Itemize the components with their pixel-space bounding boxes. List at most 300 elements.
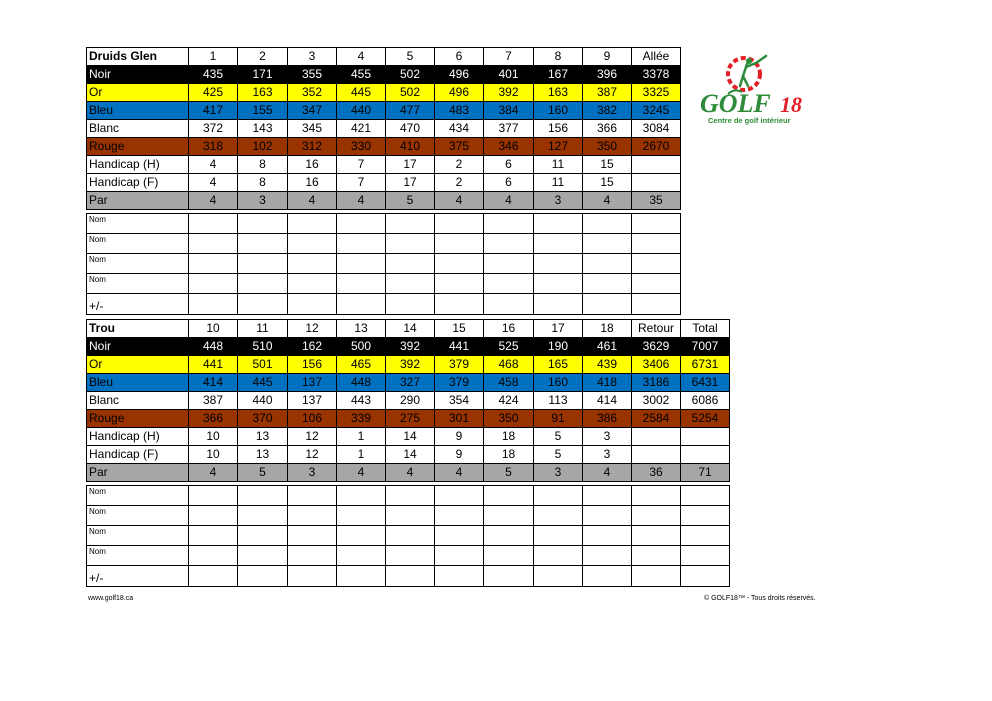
- score-input-cell[interactable]: [534, 214, 583, 234]
- yardage-cell: 465: [337, 356, 386, 374]
- yardage-cell: 156: [534, 120, 583, 138]
- score-input-cell[interactable]: [534, 254, 583, 274]
- yardage-cell: 106: [288, 410, 337, 428]
- row-label: Noir: [87, 66, 189, 84]
- yardage-cell: 424: [484, 392, 534, 410]
- score-input-cell[interactable]: [189, 274, 238, 294]
- plus-minus-cell[interactable]: [238, 294, 288, 315]
- score-input-cell[interactable]: [484, 214, 534, 234]
- hole-number: 16: [484, 320, 534, 338]
- score-input-cell[interactable]: [189, 486, 238, 506]
- yardage-cell: 3: [238, 192, 288, 210]
- yardage-cell: 440: [337, 102, 386, 120]
- plus-minus-cell[interactable]: [534, 566, 583, 587]
- yardage-cell: 15: [583, 156, 632, 174]
- plus-minus-row: [87, 566, 730, 587]
- yardage-cell: 3: [583, 446, 632, 464]
- tee-row-bleu: [87, 374, 730, 392]
- yardage-cell: 346: [484, 138, 534, 156]
- score-input-cell[interactable]: [484, 234, 534, 254]
- section-title: Druids Glen: [87, 48, 189, 66]
- yardage-cell: 143: [238, 120, 288, 138]
- yardage-cell: 510: [238, 338, 288, 356]
- yardage-cell: 156: [288, 356, 337, 374]
- yardage-cell: 2584: [632, 410, 681, 428]
- plus-minus-cell[interactable]: [337, 294, 386, 315]
- row-label: Rouge: [87, 410, 189, 428]
- footer-copyright: © GOLF18™ - Tous droits réservés.: [704, 595, 816, 602]
- tee-row-plain: [87, 156, 681, 174]
- score-input-cell[interactable]: [238, 214, 288, 234]
- plus-minus-cell[interactable]: [288, 566, 337, 587]
- yardage-cell: 7: [337, 174, 386, 192]
- yardage-cell: 5: [238, 464, 288, 482]
- player-row: [87, 486, 730, 506]
- yardage-cell: 2: [435, 174, 484, 192]
- score-input-cell[interactable]: [288, 274, 337, 294]
- header-row: [87, 320, 730, 338]
- player-row: [87, 546, 730, 566]
- yardage-cell: 18: [484, 428, 534, 446]
- score-input-cell[interactable]: [337, 214, 386, 234]
- yardage-cell: 190: [534, 338, 583, 356]
- score-input-cell[interactable]: [337, 546, 386, 566]
- yardage-cell: 3: [534, 464, 583, 482]
- yardage-cell: 386: [583, 410, 632, 428]
- yardage-cell: 9: [435, 428, 484, 446]
- yardage-cell: 3325: [632, 84, 681, 102]
- yardage-cell: 6431: [681, 374, 730, 392]
- score-total-cell[interactable]: [632, 214, 681, 234]
- yardage-cell: 350: [583, 138, 632, 156]
- yardage-cell: 15: [583, 174, 632, 192]
- score-input-cell[interactable]: [484, 546, 534, 566]
- yardage-cell: 11: [534, 156, 583, 174]
- yardage-cell: 4: [288, 192, 337, 210]
- score-input-cell[interactable]: [484, 526, 534, 546]
- score-input-cell[interactable]: [435, 526, 484, 546]
- yardage-cell: 113: [534, 392, 583, 410]
- yardage-cell: 2670: [632, 138, 681, 156]
- logo-tagline: Centre de golf intérieur: [708, 116, 791, 125]
- score-input-cell[interactable]: [583, 486, 632, 506]
- player-row: [87, 506, 730, 526]
- score-input-cell[interactable]: [583, 234, 632, 254]
- yardage-cell: 441: [189, 356, 238, 374]
- yardage-cell: 167: [534, 66, 583, 84]
- score-input-cell[interactable]: [238, 546, 288, 566]
- yardage-cell: 502: [386, 66, 435, 84]
- score-input-cell[interactable]: [435, 506, 484, 526]
- back-nine-scorecard: [86, 319, 730, 587]
- score-input-cell[interactable]: [386, 506, 435, 526]
- yardage-cell: 13: [238, 428, 288, 446]
- hole-number: Allée: [632, 48, 681, 66]
- yardage-cell: 6: [484, 156, 534, 174]
- yardage-cell: 414: [583, 392, 632, 410]
- score-total-cell[interactable]: [632, 254, 681, 274]
- row-label: Handicap (H): [87, 428, 189, 446]
- hole-number: 4: [337, 48, 386, 66]
- player-name-label: Nom: [87, 254, 189, 274]
- score-input-cell[interactable]: [534, 546, 583, 566]
- yardage-cell: 6: [484, 174, 534, 192]
- score-input-cell[interactable]: [534, 274, 583, 294]
- plus-minus-cell[interactable]: [386, 566, 435, 587]
- score-input-cell[interactable]: [189, 254, 238, 274]
- yardage-cell: 461: [583, 338, 632, 356]
- yardage-cell: 392: [386, 356, 435, 374]
- yardage-cell: 7007: [681, 338, 730, 356]
- plus-minus-cell[interactable]: [189, 294, 238, 315]
- score-input-cell[interactable]: [583, 526, 632, 546]
- score-input-cell[interactable]: [189, 526, 238, 546]
- score-input-cell[interactable]: [583, 506, 632, 526]
- golfer-swing-icon: [694, 52, 818, 128]
- player-row: [87, 234, 681, 254]
- player-name-label: Nom: [87, 234, 189, 254]
- yardage-cell: 434: [435, 120, 484, 138]
- row-label: Handicap (F): [87, 174, 189, 192]
- row-label: Bleu: [87, 102, 189, 120]
- score-input-cell[interactable]: [583, 274, 632, 294]
- yardage-cell: 35: [632, 192, 681, 210]
- score-input-cell[interactable]: [189, 546, 238, 566]
- score-input-cell[interactable]: [189, 214, 238, 234]
- yardage-cell: 4: [337, 192, 386, 210]
- row-label: Handicap (F): [87, 446, 189, 464]
- row-label: Rouge: [87, 138, 189, 156]
- yardage-cell: 163: [238, 84, 288, 102]
- score-input-cell[interactable]: [386, 254, 435, 274]
- score-input-cell[interactable]: [386, 274, 435, 294]
- yardage-cell: 4: [583, 192, 632, 210]
- score-input-cell[interactable]: [288, 234, 337, 254]
- score-input-cell[interactable]: [337, 526, 386, 546]
- yardage-cell: 382: [583, 102, 632, 120]
- yardage-cell: 435: [189, 66, 238, 84]
- yardage-cell: 16: [288, 156, 337, 174]
- score-input-cell[interactable]: [484, 254, 534, 274]
- yardage-cell: 5: [484, 464, 534, 482]
- tee-row-or: [87, 84, 681, 102]
- player-row: [87, 274, 681, 294]
- plus-minus-cell[interactable]: [534, 294, 583, 315]
- tee-row-blanc: [87, 120, 681, 138]
- yardage-cell: 347: [288, 102, 337, 120]
- yardage-cell: 7: [337, 156, 386, 174]
- yardage-cell: [681, 428, 730, 446]
- yardage-cell: 3: [534, 192, 583, 210]
- score-input-cell[interactable]: [288, 546, 337, 566]
- score-input-cell[interactable]: [484, 506, 534, 526]
- hole-number: 5: [386, 48, 435, 66]
- yardage-cell: 301: [435, 410, 484, 428]
- yardage-cell: 387: [583, 84, 632, 102]
- tee-row-par: [87, 192, 681, 210]
- yardage-cell: 312: [288, 138, 337, 156]
- logo-brand-text: GOLF: [700, 89, 771, 118]
- hole-number: 11: [238, 320, 288, 338]
- score-input-cell[interactable]: [484, 486, 534, 506]
- yardage-cell: 352: [288, 84, 337, 102]
- yardage-cell: [632, 174, 681, 192]
- yardage-cell: 36: [632, 464, 681, 482]
- yardage-cell: 71: [681, 464, 730, 482]
- yardage-cell: 387: [189, 392, 238, 410]
- score-input-cell[interactable]: [435, 254, 484, 274]
- score-input-cell[interactable]: [189, 234, 238, 254]
- score-input-cell[interactable]: [534, 486, 583, 506]
- yardage-cell: 10: [189, 428, 238, 446]
- yardage-cell: 3378: [632, 66, 681, 84]
- score-input-cell[interactable]: [288, 506, 337, 526]
- row-label: Noir: [87, 338, 189, 356]
- score-total-cell[interactable]: [632, 234, 681, 254]
- score-total-cell[interactable]: [632, 546, 681, 566]
- plus-minus-cell[interactable]: [583, 566, 632, 587]
- front-nine-scorecard: [86, 47, 681, 315]
- score-total-cell[interactable]: [632, 506, 681, 526]
- score-total-cell[interactable]: [681, 526, 730, 546]
- yardage-cell: 3186: [632, 374, 681, 392]
- yardage-cell: 165: [534, 356, 583, 374]
- score-input-cell[interactable]: [238, 486, 288, 506]
- yardage-cell: 375: [435, 138, 484, 156]
- yardage-cell: 377: [484, 120, 534, 138]
- score-input-cell[interactable]: [386, 486, 435, 506]
- yardage-cell: 4: [386, 464, 435, 482]
- score-input-cell[interactable]: [583, 546, 632, 566]
- score-input-cell[interactable]: [386, 234, 435, 254]
- plus-minus-cell[interactable]: [288, 294, 337, 315]
- yardage-cell: [681, 446, 730, 464]
- score-input-cell[interactable]: [386, 214, 435, 234]
- yardage-cell: 421: [337, 120, 386, 138]
- yardage-cell: 455: [337, 66, 386, 84]
- score-total-cell[interactable]: [632, 274, 681, 294]
- row-label: Handicap (H): [87, 156, 189, 174]
- score-input-cell[interactable]: [435, 214, 484, 234]
- plus-minus-cell[interactable]: [632, 294, 681, 315]
- score-input-cell[interactable]: [238, 526, 288, 546]
- yardage-cell: 290: [386, 392, 435, 410]
- yardage-cell: 425: [189, 84, 238, 102]
- yardage-cell: [632, 428, 681, 446]
- yardage-cell: 16: [288, 174, 337, 192]
- plus-minus-label: +/-: [87, 294, 189, 315]
- plus-minus-cell[interactable]: [238, 566, 288, 587]
- yardage-cell: 1: [337, 446, 386, 464]
- yardage-cell: 127: [534, 138, 583, 156]
- yardage-cell: 330: [337, 138, 386, 156]
- row-label: Blanc: [87, 392, 189, 410]
- plus-minus-cell[interactable]: [435, 566, 484, 587]
- yardage-cell: 4: [435, 464, 484, 482]
- plus-minus-cell[interactable]: [386, 294, 435, 315]
- yardage-cell: 4: [484, 192, 534, 210]
- score-input-cell[interactable]: [534, 234, 583, 254]
- yardage-cell: 4: [189, 156, 238, 174]
- hole-number: 13: [337, 320, 386, 338]
- player-name-label: Nom: [87, 506, 189, 526]
- yardage-cell: 3002: [632, 392, 681, 410]
- yardage-cell: 372: [189, 120, 238, 138]
- yardage-cell: 418: [583, 374, 632, 392]
- yardage-cell: 396: [583, 66, 632, 84]
- score-input-cell[interactable]: [386, 546, 435, 566]
- tee-row-plain: [87, 428, 730, 446]
- tee-row-blanc: [87, 392, 730, 410]
- hole-number: 2: [238, 48, 288, 66]
- yardage-cell: 496: [435, 66, 484, 84]
- section-title: Trou: [87, 320, 189, 338]
- yardage-cell: 439: [583, 356, 632, 374]
- hole-number: 9: [583, 48, 632, 66]
- yardage-cell: 137: [288, 374, 337, 392]
- score-total-cell[interactable]: [681, 506, 730, 526]
- yardage-cell: 445: [238, 374, 288, 392]
- score-input-cell[interactable]: [238, 234, 288, 254]
- plus-minus-cell[interactable]: [484, 566, 534, 587]
- hole-number: 6: [435, 48, 484, 66]
- plus-minus-cell[interactable]: [583, 294, 632, 315]
- score-input-cell[interactable]: [484, 274, 534, 294]
- score-input-cell[interactable]: [534, 526, 583, 546]
- score-input-cell[interactable]: [337, 486, 386, 506]
- yardage-cell: 327: [386, 374, 435, 392]
- yardage-cell: 366: [583, 120, 632, 138]
- score-input-cell[interactable]: [435, 486, 484, 506]
- yardage-cell: 171: [238, 66, 288, 84]
- hole-number: 8: [534, 48, 583, 66]
- score-input-cell[interactable]: [238, 274, 288, 294]
- score-input-cell[interactable]: [189, 506, 238, 526]
- yardage-cell: 448: [189, 338, 238, 356]
- tee-row-plain: [87, 446, 730, 464]
- score-input-cell[interactable]: [534, 506, 583, 526]
- score-total-cell[interactable]: [681, 486, 730, 506]
- score-input-cell[interactable]: [288, 526, 337, 546]
- yardage-cell: 13: [238, 446, 288, 464]
- player-name-label: Nom: [87, 486, 189, 506]
- score-input-cell[interactable]: [337, 506, 386, 526]
- score-input-cell[interactable]: [583, 214, 632, 234]
- yardage-cell: 17: [386, 156, 435, 174]
- yardage-cell: 496: [435, 84, 484, 102]
- yardage-cell: [632, 446, 681, 464]
- row-label: Or: [87, 84, 189, 102]
- tee-row-rouge: [87, 138, 681, 156]
- yardage-cell: 4: [189, 192, 238, 210]
- score-input-cell[interactable]: [435, 546, 484, 566]
- yardage-cell: 160: [534, 374, 583, 392]
- yardage-cell: 445: [337, 84, 386, 102]
- score-input-cell[interactable]: [288, 214, 337, 234]
- yardage-cell: 350: [484, 410, 534, 428]
- yardage-cell: 8: [238, 156, 288, 174]
- score-input-cell[interactable]: [435, 234, 484, 254]
- yardage-cell: 275: [386, 410, 435, 428]
- yardage-cell: 417: [189, 102, 238, 120]
- score-total-cell[interactable]: [632, 526, 681, 546]
- row-label: Par: [87, 464, 189, 482]
- yardage-cell: 14: [386, 446, 435, 464]
- hole-number: 15: [435, 320, 484, 338]
- yardage-cell: 379: [435, 356, 484, 374]
- yardage-cell: 5: [534, 428, 583, 446]
- yardage-cell: 345: [288, 120, 337, 138]
- score-input-cell[interactable]: [386, 526, 435, 546]
- yardage-cell: 6086: [681, 392, 730, 410]
- yardage-cell: 11: [534, 174, 583, 192]
- plus-minus-cell[interactable]: [632, 566, 681, 587]
- yardage-cell: 458: [484, 374, 534, 392]
- score-total-cell[interactable]: [632, 486, 681, 506]
- player-name-label: Nom: [87, 546, 189, 566]
- yardage-cell: 443: [337, 392, 386, 410]
- plus-minus-cell[interactable]: [435, 294, 484, 315]
- score-input-cell[interactable]: [238, 506, 288, 526]
- yardage-cell: 401: [484, 66, 534, 84]
- logo-number-text: 18: [780, 92, 802, 117]
- score-input-cell[interactable]: [337, 234, 386, 254]
- yardage-cell: 1: [337, 428, 386, 446]
- yardage-cell: 3: [288, 464, 337, 482]
- score-total-cell[interactable]: [681, 546, 730, 566]
- score-input-cell[interactable]: [435, 274, 484, 294]
- score-input-cell[interactable]: [288, 254, 337, 274]
- yardage-cell: 392: [386, 338, 435, 356]
- golf18-logo: [694, 52, 818, 128]
- yardage-cell: 8: [238, 174, 288, 192]
- yardage-cell: 102: [238, 138, 288, 156]
- yardage-cell: 4: [189, 174, 238, 192]
- score-input-cell[interactable]: [337, 274, 386, 294]
- yardage-cell: 355: [288, 66, 337, 84]
- yardage-cell: 470: [386, 120, 435, 138]
- plus-minus-cell[interactable]: [189, 566, 238, 587]
- yardage-cell: 3406: [632, 356, 681, 374]
- hole-number: Retour: [632, 320, 681, 338]
- yardage-cell: 4: [189, 464, 238, 482]
- plus-minus-cell[interactable]: [484, 294, 534, 315]
- yardage-cell: 18: [484, 446, 534, 464]
- header-row: [87, 48, 681, 66]
- tee-row-par: [87, 464, 730, 482]
- player-row: [87, 254, 681, 274]
- yardage-cell: 483: [435, 102, 484, 120]
- plus-minus-cell[interactable]: [681, 566, 730, 587]
- yardage-cell: 5: [386, 192, 435, 210]
- yardage-cell: 163: [534, 84, 583, 102]
- yardage-cell: 370: [238, 410, 288, 428]
- row-label: Or: [87, 356, 189, 374]
- yardage-cell: 155: [238, 102, 288, 120]
- hole-number: 1: [189, 48, 238, 66]
- yardage-cell: 468: [484, 356, 534, 374]
- score-input-cell[interactable]: [583, 254, 632, 274]
- score-input-cell[interactable]: [238, 254, 288, 274]
- plus-minus-cell[interactable]: [337, 566, 386, 587]
- score-input-cell[interactable]: [288, 486, 337, 506]
- yardage-cell: 12: [288, 446, 337, 464]
- yardage-cell: 10: [189, 446, 238, 464]
- yardage-cell: 137: [288, 392, 337, 410]
- tee-row-plain: [87, 174, 681, 192]
- yardage-cell: 410: [386, 138, 435, 156]
- score-input-cell[interactable]: [337, 254, 386, 274]
